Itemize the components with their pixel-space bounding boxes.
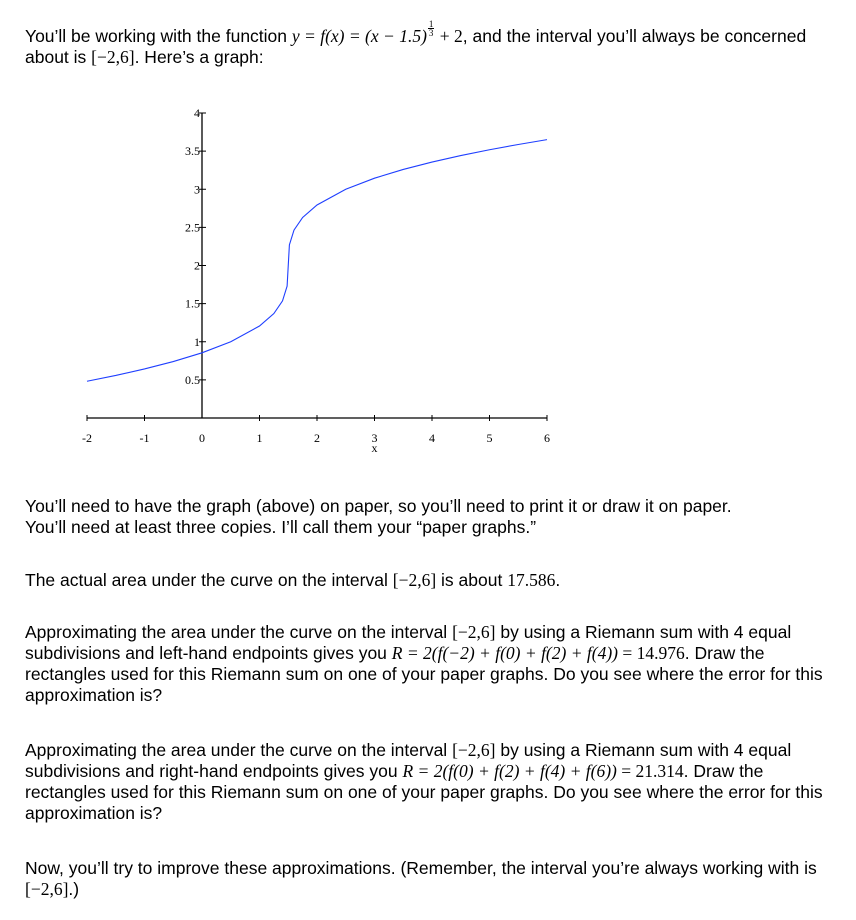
x-axis-label: x — [371, 441, 378, 455]
x-tick-label: -2 — [82, 431, 92, 445]
axes — [87, 113, 547, 418]
x-tick-label: 1 — [256, 431, 263, 445]
actual-area-paragraph — [25, 570, 825, 591]
right-text-b: by using a Riemann sum with 4 equal subdivisions and right-hand endpoints gives you — [25, 740, 792, 781]
intro-lead: You’ll be working with the function — [25, 26, 288, 46]
y-tick-label: 2.5 — [185, 220, 200, 235]
left-text-b: by using a Riemann sum with 4 equal subdivisions and left-hand endpoints gives you — [25, 622, 792, 663]
x-tick-label: 6 — [544, 431, 550, 445]
actual-area-interval: [−2,6] — [392, 570, 437, 590]
y-tick-label: 4 — [194, 106, 200, 120]
right-interval: [−2,6] — [452, 740, 496, 760]
left-result: = 14.976 — [618, 643, 685, 663]
tick-marks — [87, 113, 547, 421]
improve-interval: [−2,6] — [25, 879, 69, 899]
left-endpoint-paragraph — [25, 622, 825, 706]
left-text-a: Approximating the area under the curve on the interval — [25, 622, 448, 642]
actual-area-text: The actual area under the curve on the interval — [25, 570, 388, 590]
y-tick-label: 0.5 — [185, 372, 200, 387]
actual-area-mid: is about — [441, 570, 503, 590]
paper-graph-line-1: You’ll need to have the graph (above) on paper, so you’ll need to print it or draw it on paper. — [25, 496, 732, 516]
y-tick-label: 2 — [194, 258, 200, 273]
right-result: = 21.314 — [616, 761, 684, 781]
y-tick-label: 3.5 — [185, 144, 200, 159]
exponent-fraction — [428, 20, 435, 37]
y-tick-label: 1.5 — [185, 296, 200, 311]
intro-tail: . Here’s a graph: — [134, 47, 264, 67]
exponent-numerator: 1 — [428, 19, 434, 29]
improve-text-b: .) — [68, 879, 80, 899]
x-tick-label: 2 — [314, 431, 320, 445]
exponent-denominator: 3 — [428, 28, 434, 38]
intro-interval: [−2,6] — [91, 47, 135, 67]
tick-labels — [82, 106, 550, 445]
improve-text-a: Now, you’ll try to improve these approximations. (Remember, the interval you’re always working with is — [25, 858, 817, 878]
x-tick-label: 3 — [371, 431, 378, 445]
right-formula: R = 2(f(0) + f(2) + f(4) + f(6)) — [402, 761, 617, 781]
paper-graph-paragraph — [25, 496, 825, 538]
intro-paragraph — [25, 20, 825, 68]
actual-area-end: . — [555, 570, 561, 590]
actual-area-value: 17.586 — [507, 570, 556, 590]
function-rhs: + 2 — [435, 26, 463, 46]
x-tick-label: 0 — [199, 431, 205, 445]
y-tick-label: 1 — [194, 334, 200, 349]
paper-graph-line-2: You’ll need at least three copies. I’ll call them your “paper graphs.” — [25, 517, 537, 537]
x-tick-label: 4 — [429, 431, 435, 445]
right-text-c: . Draw the rectangles used for this Riemann sum on one of your paper graphs. Do you see where the error for this approximation is? — [25, 761, 823, 823]
x-tick-label: -1 — [139, 431, 150, 445]
left-interval: [−2,6] — [452, 622, 496, 642]
function-curve — [87, 140, 547, 382]
intro-mid: , and the interval you’ll always be concerned about is — [25, 26, 807, 67]
left-formula: R = 2(f(−2) + f(0) + f(2) + f(4)) — [391, 643, 618, 663]
improve-paragraph — [25, 858, 825, 900]
y-tick-label: 3 — [194, 182, 200, 197]
right-text-a: Approximating the area under the curve on the interval — [25, 740, 448, 760]
x-tick-label: 5 — [486, 431, 493, 445]
function-lhs: y = f(x) = (x − 1.5) — [291, 26, 427, 46]
function-graph — [0, 95, 600, 465]
left-text-c: . Draw the rectangles used for this Riemann sum on one of your paper graphs. Do you see where the error for this approximation is? — [25, 643, 823, 705]
right-endpoint-paragraph — [25, 740, 825, 824]
